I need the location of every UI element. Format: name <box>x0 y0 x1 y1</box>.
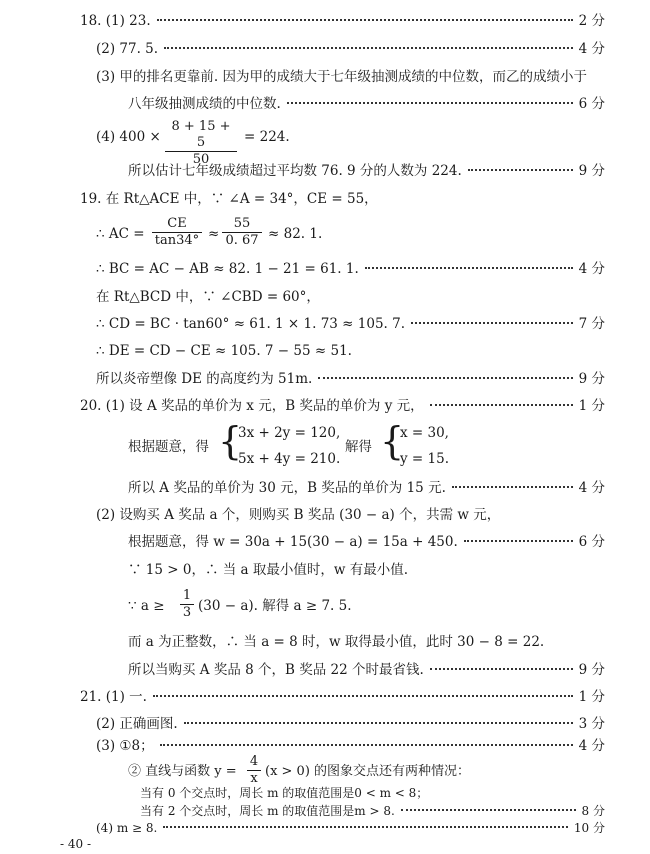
q18-4-fraction <box>165 119 237 168</box>
answer-line-q18-4b <box>128 162 605 180</box>
numerator: 1 <box>180 588 194 605</box>
numerator: 55 <box>222 216 262 233</box>
answer-line-q21-3c: 当有 0 个交点时，周长 m 的取值范围是0 < m < 8； <box>140 786 429 800</box>
line-text: (3) ①8； <box>96 738 154 754</box>
leader-dots <box>468 169 573 171</box>
line-text: ∴ BC = AC − AB ≈ 82. 1 − 21 = 61. 1. <box>96 261 359 277</box>
q20-system-lead: 根据题意，得 <box>128 439 209 455</box>
q20-2d-suffix: (30 − a). 解得 a ≥ 7. 5. <box>198 598 352 614</box>
answer-line-q21-4 <box>96 820 605 836</box>
leader-dots <box>430 404 573 406</box>
q19-1-prefix: ∴ AC = <box>96 226 145 242</box>
leader-dots <box>184 722 573 724</box>
numerator: CE <box>152 216 202 233</box>
q20-2d-prefix: ∵ a ≥ <box>128 598 165 614</box>
answer-line-q19-2 <box>96 260 605 278</box>
q18-4-prefix: (4) 400 × <box>96 129 161 145</box>
equation-2: 5x + 4y = 210. <box>238 451 341 467</box>
denominator: 50 <box>192 152 210 167</box>
line-text: 所以 A 奖品的单价为 30 元，B 奖品的单价为 15 元. <box>128 480 446 496</box>
numerator: 8 + 15 + 5 <box>165 119 237 152</box>
leader-dots <box>401 809 576 811</box>
leader-dots <box>287 102 573 104</box>
leader-dots <box>157 19 573 21</box>
line-text: 根据题意，得 w = 30a + 15(30 − a) = 15a + 450. <box>128 534 458 550</box>
score: 1 分 <box>578 689 605 705</box>
answer-line-q20-1c <box>128 479 605 497</box>
answer-line-q19-4 <box>96 315 605 333</box>
numerator: 4 <box>247 754 261 771</box>
answer-line-q19-0: 19. 在 Rt△ACE 中，∵ ∠A = 34°，CE = 55， <box>80 191 378 207</box>
q19-1-suffix: ≈ 82. 1. <box>268 226 323 242</box>
score: 2 分 <box>578 13 605 29</box>
q20-system-solve: 解得 <box>345 439 372 455</box>
denominator: 3 <box>182 605 192 620</box>
q18-4-suffix: = 224. <box>244 129 290 145</box>
answer-line-q19-6 <box>96 370 605 388</box>
score: 6 分 <box>578 534 605 550</box>
line-text: (4) m ≥ 8. <box>96 821 158 835</box>
leader-dots <box>365 267 573 269</box>
line-text: 所以炎帝塑像 DE 的高度约为 51m. <box>96 371 313 387</box>
answer-line-q20-2b <box>128 533 605 551</box>
line-text: 当有 2 个交点时，周长 m 的取值范围是m > 8. <box>140 804 395 818</box>
q20-2d-fraction <box>180 588 194 621</box>
line-text: 20. (1) 设 A 奖品的单价为 x 元，B 奖品的单价为 y 元， <box>80 398 424 414</box>
line-text: (2) 77. 5. <box>96 41 159 57</box>
answer-line-q18-3a: (3) 甲的排名更靠前. 因为甲的成绩大于七年级抽测成绩的中位数，而乙的成绩小于 <box>96 69 587 85</box>
score: 9 分 <box>578 662 605 678</box>
leader-dots <box>164 47 573 49</box>
score: 4 分 <box>578 738 605 754</box>
leader-dots <box>452 486 573 488</box>
leader-dots <box>411 322 573 324</box>
answer-line-q20-2e: 而 a 为正整数，∴ 当 a = 8 时，w 取得最小值，此时 30 − 8 = 22. <box>128 634 545 650</box>
q21-3b-fraction <box>247 754 261 787</box>
score: 4 分 <box>578 261 605 277</box>
line-text: (2) 正确画图. <box>96 716 178 732</box>
q19-1-approx: ≈ <box>208 226 220 242</box>
score: 9 分 <box>578 163 605 179</box>
answer-line-q21-3d <box>140 802 605 820</box>
q19-1-fraction-b <box>222 216 262 249</box>
answer-line-q21-3 <box>96 737 605 755</box>
score: 9 分 <box>578 371 605 387</box>
answer-line-q18-1 <box>80 12 605 30</box>
leader-dots <box>318 377 572 379</box>
score: 6 分 <box>578 96 605 112</box>
line-text: ∴ CD = BC · tan60° ≈ 61. 1 × 1. 73 ≈ 105. 7. <box>96 316 406 332</box>
score: 4 分 <box>578 480 605 496</box>
leader-dots <box>153 695 573 697</box>
leader-dots <box>430 668 573 670</box>
answer-line-q20-2a: (2) 设购买 A 奖品 a 个，则购买 B 奖品 (30 − a) 个，共需 w 元， <box>96 507 501 523</box>
answer-line-q20-2c: ∵ 15 > 0，∴ 当 a 取最小值时，w 有最小值. <box>128 562 409 578</box>
q19-1-fraction-a <box>152 216 202 249</box>
solution-2: y = 15. <box>400 451 449 467</box>
answer-line-q20-1 <box>80 397 605 415</box>
q21-3b-prefix: ② 直线与函数 y = <box>128 764 237 779</box>
equation-1: 3x + 2y = 120, <box>238 425 341 441</box>
score: 1 分 <box>578 398 605 414</box>
answer-line-q21-2 <box>96 715 605 733</box>
score: 8 分 <box>581 804 605 818</box>
answer-line-q19-3: 在 Rt△BCD 中，∵ ∠CBD = 60°， <box>96 289 320 305</box>
line-text: 所以估计七年级成绩超过平均数 76. 9 分的人数为 224. <box>128 163 462 179</box>
denominator: tan34° <box>154 233 200 248</box>
score: 7 分 <box>578 316 605 332</box>
line-text: 21. (1) 一. <box>80 689 147 705</box>
answer-line-q18-3b <box>128 95 605 113</box>
leader-dots <box>163 826 568 828</box>
line-text: 所以当购买 A 奖品 8 个，B 奖品 22 个时最省钱. <box>128 662 424 678</box>
q21-3b-suffix: (x > 0) 的图象交点还有两种情况： <box>265 764 471 779</box>
answer-line-q21-1 <box>80 688 605 706</box>
score: 4 分 <box>578 41 605 57</box>
answer-line-q19-5: ∴ DE = CD − CE ≈ 105. 7 − 55 ≈ 51. <box>96 343 352 359</box>
line-text: 18. (1) 23. <box>80 13 151 29</box>
answer-line-q18-2 <box>96 40 605 58</box>
line-text: 八年级抽测成绩的中位数. <box>128 96 281 112</box>
denominator: 0. 67 <box>225 233 259 248</box>
score: 3 分 <box>578 716 605 732</box>
denominator: x <box>250 771 258 786</box>
left-brace-2: { <box>380 419 405 463</box>
leader-dots <box>464 540 573 542</box>
solution-1: x = 30, <box>400 425 449 441</box>
score: 10 分 <box>573 821 605 835</box>
leader-dots <box>160 744 573 746</box>
page-number: - 40 - <box>60 837 92 851</box>
left-brace-1: { <box>218 419 243 463</box>
answer-line-q20-2f <box>128 661 605 679</box>
